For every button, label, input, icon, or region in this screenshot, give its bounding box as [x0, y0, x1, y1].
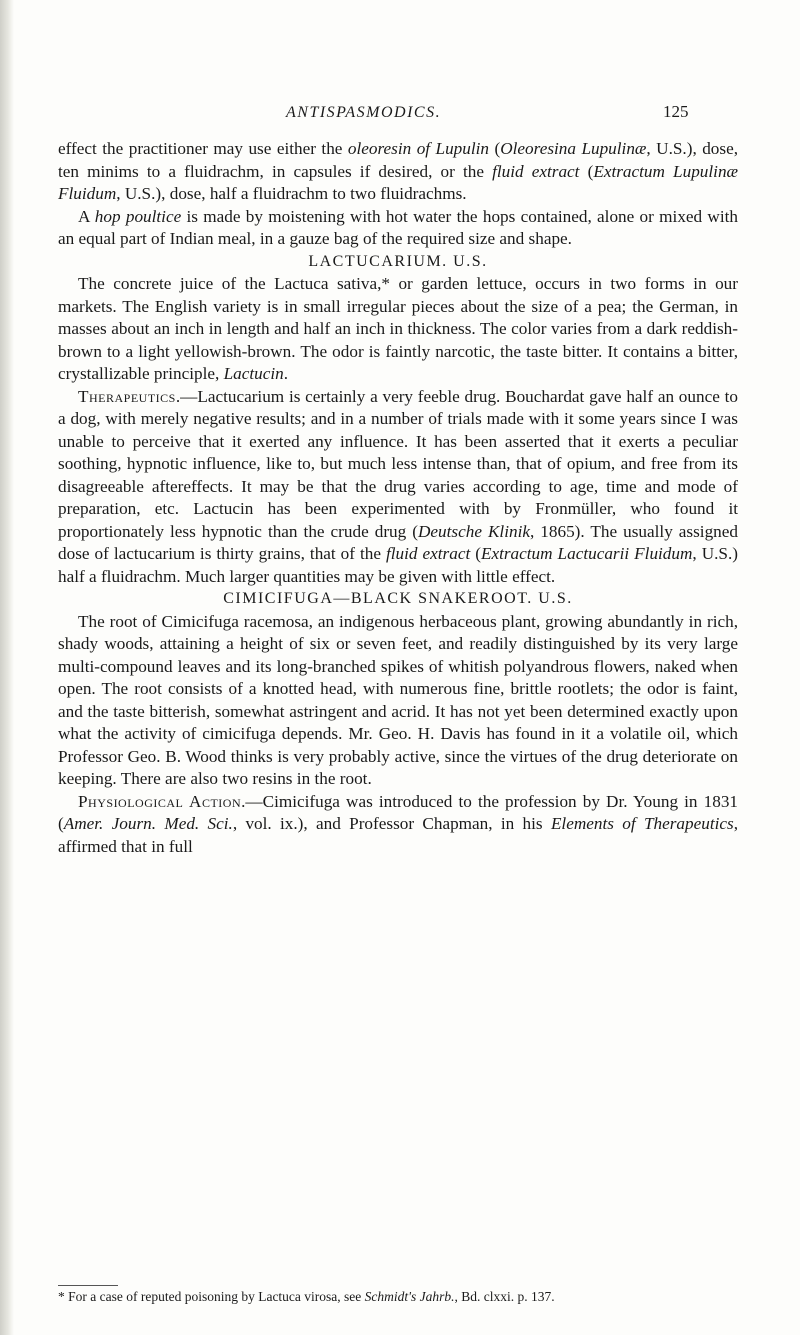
paragraph-cimicifuga-description: The root of Cimicifuga racemosa, an indigenous herbaceous plant, growing abundantly in rich, shady woods, attaining a height of six or seven feet, and readily distinguished by its very large multi-compound leaves and its long-branched spikes of whitish polyandrous flowers, naked when open. The root consists of a knotted head, with numerous fine, brittle rootlets; the odor is faint, and the taste bitterish, somewhat astringent and acrid. It has not yet been determined exactly upon what the activity of cimicifuga depends. Mr. Geo. H. Davis has found in it a volatile oil, which Professor Geo. B. Wood thinks is very probably active, since the virtues of the drug deteriorate on keeping. There are also two resins in the root. [58, 611, 738, 788]
section-heading-cimicifuga: CIMICIFUGA—BLACK SNAKEROOT. U.S. [223, 590, 573, 607]
running-head: ANTISPASMODICS. [286, 104, 442, 121]
paragraph-lupulin-preparations: effect the practitioner may use either the oleoresin of Lupulin (Oleoresina Lupulinæ, U.S.), dose, ten minims to a fluidrachm, in capsules if desired, or the fluid extract (Extractum Lupulinæ Fluidum, U.S.), dose, half a fluidrachm to two fluidrachms. [58, 139, 739, 203]
section-heading-lactucarium: LACTUCARIUM. U.S. [308, 252, 488, 270]
paragraph-lactucarium-therapeutics: Therapeutics.—Lactucarium is certainly a very feeble drug. Bouchardat gave half an ounce to a dog, with merely negative results; and in a number of trials made with it some years since I was unable to perceive that it exerted any influence. It has been asserted that it exerts a peculiar soothing, hypnotic influence, like to, but much less intense than, that of opium, and free from its disagreeable aftereffects. It may be that the drug varies according to age, time and mode of preparation, etc. Lactucin has been experimented with by Fronmüller, who found it proportionately less hypnotic than the crude drug (Deutsche Klinik, 1865). The usually assigned dose of lactucarium is thirty grains, that of the fluid extract (Extractum Lactucarii Fluidum, U.S.) half a fluidrachm. Much larger quantities may be given with little effect. [58, 386, 739, 586]
paragraph-cimicifuga-physiological-action: Physiological Action.—Cimicifuga was introduced to the profession by Dr. Young in 1831 (Amer. Journ. Med. Sci., vol. ix.), and Professor Chapman, in his Elements of Therapeutics, affirmed that in full [58, 791, 739, 856]
paragraph-lactucarium-description: The concrete juice of the Lactuca sativa,* or garden lettuce, occurs in two forms in our markets. The English variety is in small irregular pieces about the size of a pea; the German, in masses about an inch in length and half an inch in thickness. The color varies from a dark reddish-brown to a light yellowish-brown. The odor is faintly narcotic, the taste bitter. It contains a bitter, crystallizable principle, Lactucin. [58, 274, 738, 383]
footnote-rule [58, 1285, 118, 1286]
paragraph-hop-poultice: A hop poultice is made by moistening with hot water the hops contained, alone or mixed with an equal part of Indian meal, in a gauze bag of the required size and shape. [58, 206, 738, 248]
page-number: 125 [663, 102, 689, 121]
body-text [58, 138, 738, 858]
footnote: * For a case of reputed poisoning by Lactuca virosa, see Schmidt's Jahrb., Bd. clxxi. p. 137. [58, 1289, 555, 1304]
